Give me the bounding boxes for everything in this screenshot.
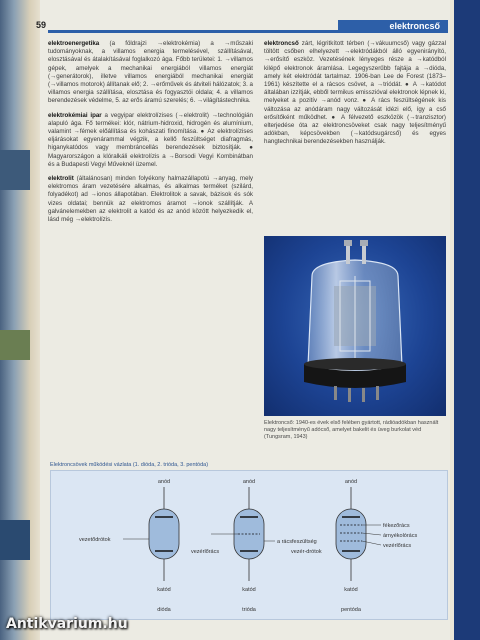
text-column-right [264,40,446,153]
pentode-diagram [291,479,417,613]
cathode-label: katód [242,587,256,593]
vacuum-tube-photo [264,236,446,416]
left-page-edge-image [0,150,30,190]
photo-caption: Elektroncső: 1940-es évek első felében gyártott, rádióadókban használt nagy teljesítményű adócső, amelyet bakelit és üveg burkolat véd (Tungsram, 1943) [264,420,439,440]
page-number: 59 [36,20,47,30]
side-label: vezérlőrács [191,549,220,555]
side-label: a rácsfeszültség [277,539,317,545]
diode-diagram [79,479,179,613]
figure-title: Elektroncsövek működési vázlata (1. dióda, 2. trióda, 3. pentóda) [50,462,209,468]
anode-label: anód [242,479,256,485]
cathode-label: katód [157,587,171,593]
tube-diagram-figure [50,470,448,620]
entry-body: a vegyipar elektrolízises (→elektrolit) →technológián alapuló ága. Fő termékei: klór, nátrium-hidroxid, hidrogén és alumínium, valamint →fémek előállítása és kohászati finomítása. ● Az elektrolízises eljárásokat egyenárammal végzik, a kellő feszültséget diafragmás, higanykatódos vagy membráncellás berendezések biztosítják. ● Magyarországon a klóralkáli elektrolízis a →Borsodi Vegyi Kombinátban és a Budapesti Vegyi Műveknél üzemel. [48,111,253,168]
entry-elektroenergetika [48,40,253,106]
headword: elektroncső [264,40,299,47]
headword: elektroenergetika [48,40,100,47]
entry-elektrokemiai-ipar [48,112,253,169]
tube-name: trióda [242,607,256,613]
entry-elektroncso [264,40,446,147]
entry-body: (általánosan) minden folyékony halmazállapotú →anyag, mely elektromos áram vezetésére alkalmas, és alkalmas terméket (szilárd, folyadékot) ad →ionos állapotában. Elektrolitok a savak, bázisok és sók vizes oldatai; bennük az elektromos áramot →ionok szállítják. A galvánelemekben az elektrolit a katód és az anód között helyezkedik el, lásd még →elektrolízis. [48,175,253,224]
anode-label: anód [157,479,171,485]
side-label: vezetődrótok [79,537,111,543]
side-label: vezér-drótok [291,549,322,555]
tube-name: dióda [157,607,171,613]
running-head-tab [338,20,448,33]
vacuum-tube-illustration [264,236,446,416]
side-label: árnyékolórács [383,533,418,539]
book-cover-edge [454,0,480,640]
triode-diagram [191,479,317,613]
side-label: vezérlőrács [383,543,412,549]
headword: elektrokémiai ipar [48,111,102,119]
entry-body: zárt, légritkított térben (→vákuumcső) vagy gázzal töltött csőben elhelyezett →elektródákból álló egyenirányító, →erősítő eszköz. Vezetésének lényeges része a →katódból kilépő elektronok áramlása. Legegyszerűbb fajtája a →dióda, amely két elektródát tartalmaz. 1906-ban Lee de Forest (1873–1961) készítette el a rácsos csövet, a →triódát. ● A →katódot általában izzítják, ebből termikus emisszióval elektronok lépnek ki, melyeket a pozitív →anód vonz. ● A rács feszültségének kis változása az anódáram nagy változását idézi elő, így a cső erősítőként működhet. ● A félvezető eszközök (→tranzisztor) elterjedése óta az elektroncsöveket csak nagy teljesítményű adókban, képcsövekben (→katódsugárcső) és egyes hangtechnikai berendezésekben használják. [264,40,446,146]
entry-body: (a földrajzi →elektrokémia) a →műszaki tudományoknak, a villamos energia termelésével, szállításával, elosztásával és átalakításával foglalkozó ága. Főbb területei: 1. →villamos gépek, amelyek a mechanikai energiából villamos energiát (→generátorok), illetve villamos energiából mechanikai energiát (→villamos motorok) állítanak elő; 2. →erőművek és átviteli hálózatok; 3. a villamos energia szállítása, elosztása és fogyasztói oldala; 4. a villamos berendezések védelme, 5. az erős áramú szerelés; 6. →világítástechnika. [48,40,253,105]
headword: elektrolit [48,175,74,183]
running-head: elektroncső [389,21,440,31]
anode-label: anód [344,479,358,485]
cathode-label: katód [344,587,358,593]
tube-diagrams [51,471,447,619]
left-page-edge-image [0,330,30,360]
tube-name: pentóda [341,607,361,613]
side-label: fékezőrács [383,523,410,529]
entry-elektrolit [48,175,253,224]
left-page-edge-image [0,520,30,560]
text-column-left [48,40,253,230]
watermark: Antikvarium.hu [6,616,128,632]
